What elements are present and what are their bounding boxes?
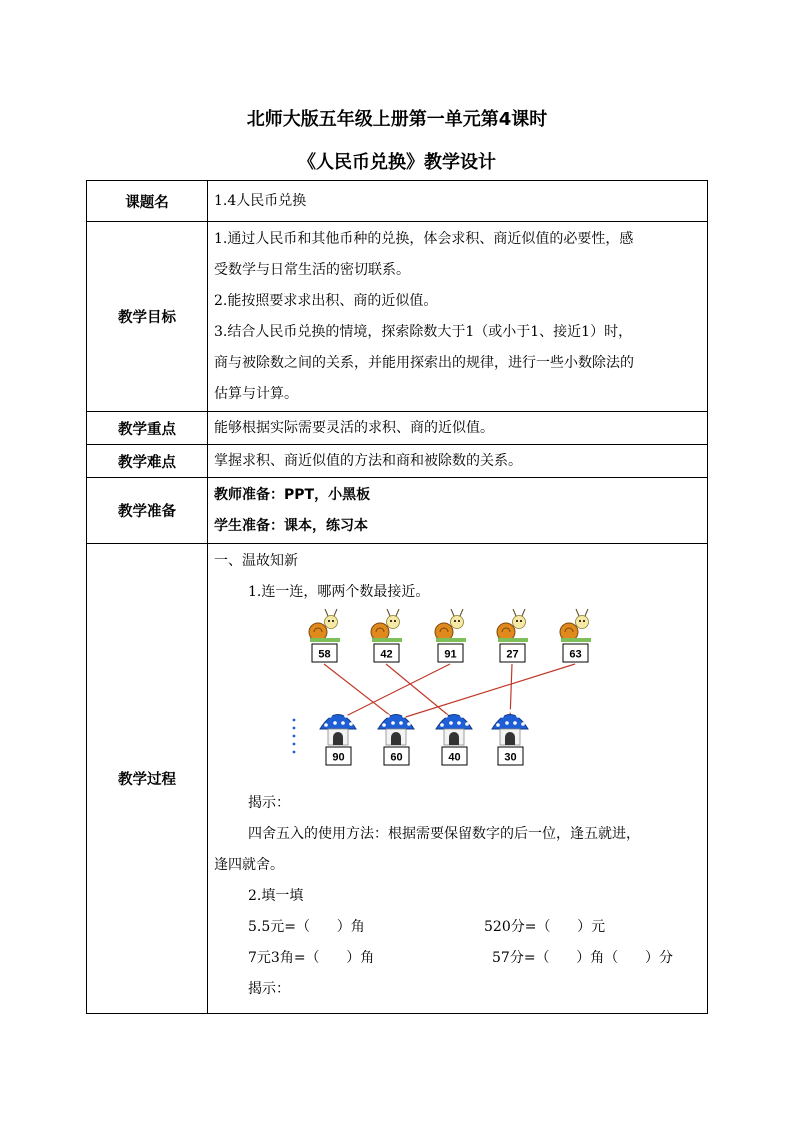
- document-subtitle: 《人民币兑换》教学设计: [298, 152, 496, 173]
- fill-item: 520分=（ ）元: [484, 919, 606, 935]
- row-topic: [87, 181, 708, 222]
- rounding-rule-cont: 逢四就舍。: [214, 857, 284, 873]
- row-preparation: [87, 478, 708, 544]
- mushroom-house-icon: [320, 709, 356, 745]
- value-objectives: [208, 222, 708, 412]
- rounding-rule: 四舍五入的使用方法：根据需要保留数字的后一位，逢五就进，: [248, 826, 640, 842]
- value-preparation: [208, 478, 708, 544]
- snail-number: 42: [380, 648, 393, 661]
- label-preparation: 教学准备: [87, 478, 208, 544]
- mushroom-number: 40: [448, 751, 461, 764]
- mushroom-number: 60: [390, 751, 403, 764]
- mushroom-house-icon: [492, 709, 528, 745]
- task-fill: 2.填一填: [248, 888, 304, 904]
- value-process: [208, 544, 708, 1014]
- snail-number: 58: [318, 648, 331, 661]
- matching-diagram: [292, 608, 712, 788]
- snail-icon: [560, 609, 591, 642]
- objective-line: 受数学与日常生活的密切联系。: [214, 261, 410, 278]
- fill-row: [214, 912, 701, 943]
- dot-marker: [293, 751, 296, 754]
- row-difficulties: [87, 445, 708, 478]
- label-objectives: 教学目标: [87, 222, 208, 412]
- snail-icon: [309, 609, 340, 642]
- row-key-points: [87, 412, 708, 445]
- lesson-plan-table: [86, 180, 708, 1014]
- dot-marker: [293, 735, 296, 738]
- reveal-label: 揭示：: [248, 981, 290, 997]
- label-key-points: 教学重点: [87, 412, 208, 445]
- connection-line: [396, 664, 575, 720]
- snail-number: 91: [444, 648, 457, 661]
- row-process: [87, 544, 708, 1014]
- dot-marker: [293, 743, 296, 746]
- mushroom-house-icon: [378, 709, 414, 745]
- objective-line: 2.能按照要求求出积、商的近似值。: [214, 292, 438, 309]
- mushroom-number: 90: [332, 751, 345, 764]
- student-preparation: 学生准备：课本，练习本: [214, 517, 368, 534]
- objective-line: 商与被除数之间的关系，并能用探索出的规律，进行一些小数除法的: [214, 354, 634, 371]
- dot-marker: [293, 727, 296, 730]
- snail-number: 63: [569, 648, 582, 661]
- value-topic: 1.4人民币兑换: [208, 181, 708, 222]
- teacher-preparation: 教师准备：PPT，小黑板: [214, 486, 371, 503]
- objective-line: 1.通过人民币和其他币种的兑换，体会求积、商近似值的必要性，感: [214, 230, 634, 247]
- snail-number: 27: [506, 648, 519, 661]
- value-difficulties: 掌握求积、商近似值的方法和商和被除数的关系。: [208, 445, 708, 478]
- reveal-label: 揭示：: [248, 795, 290, 811]
- mushroom-house-icon: [436, 709, 472, 745]
- fill-item: 5.5元=（ ）角: [248, 919, 365, 935]
- task-connect: 1.连一连，哪两个数最接近。: [248, 584, 430, 600]
- section-heading: 一、温故知新: [214, 553, 298, 569]
- label-topic: 课题名: [87, 181, 208, 222]
- connection-line: [338, 664, 450, 720]
- connection-line: [324, 664, 396, 720]
- matching-diagram-svg: [292, 608, 712, 788]
- row-objectives: [87, 222, 708, 412]
- objective-line: 3.结合人民币兑换的情境，探索除数大于1（或小于1、接近1）时，: [214, 323, 633, 340]
- snail-icon: [371, 609, 402, 642]
- mushroom-number: 30: [504, 751, 517, 764]
- snail-icon: [497, 609, 528, 642]
- document-title: 北师大版五年级上册第一单元第4课时: [246, 109, 548, 130]
- fill-item: 57分=（ ）角（ ）分: [492, 950, 673, 966]
- value-key-points: 能够根据实际需要灵活的求积、商的近似值。: [208, 412, 708, 445]
- fill-row: [214, 943, 701, 974]
- snail-icon: [435, 609, 466, 642]
- objective-line: 估算与计算。: [214, 385, 298, 402]
- label-process: 教学过程: [87, 544, 208, 1014]
- fill-item: 7元3角=（ ）角: [248, 950, 375, 966]
- label-difficulties: 教学难点: [87, 445, 208, 478]
- dot-marker: [293, 719, 296, 722]
